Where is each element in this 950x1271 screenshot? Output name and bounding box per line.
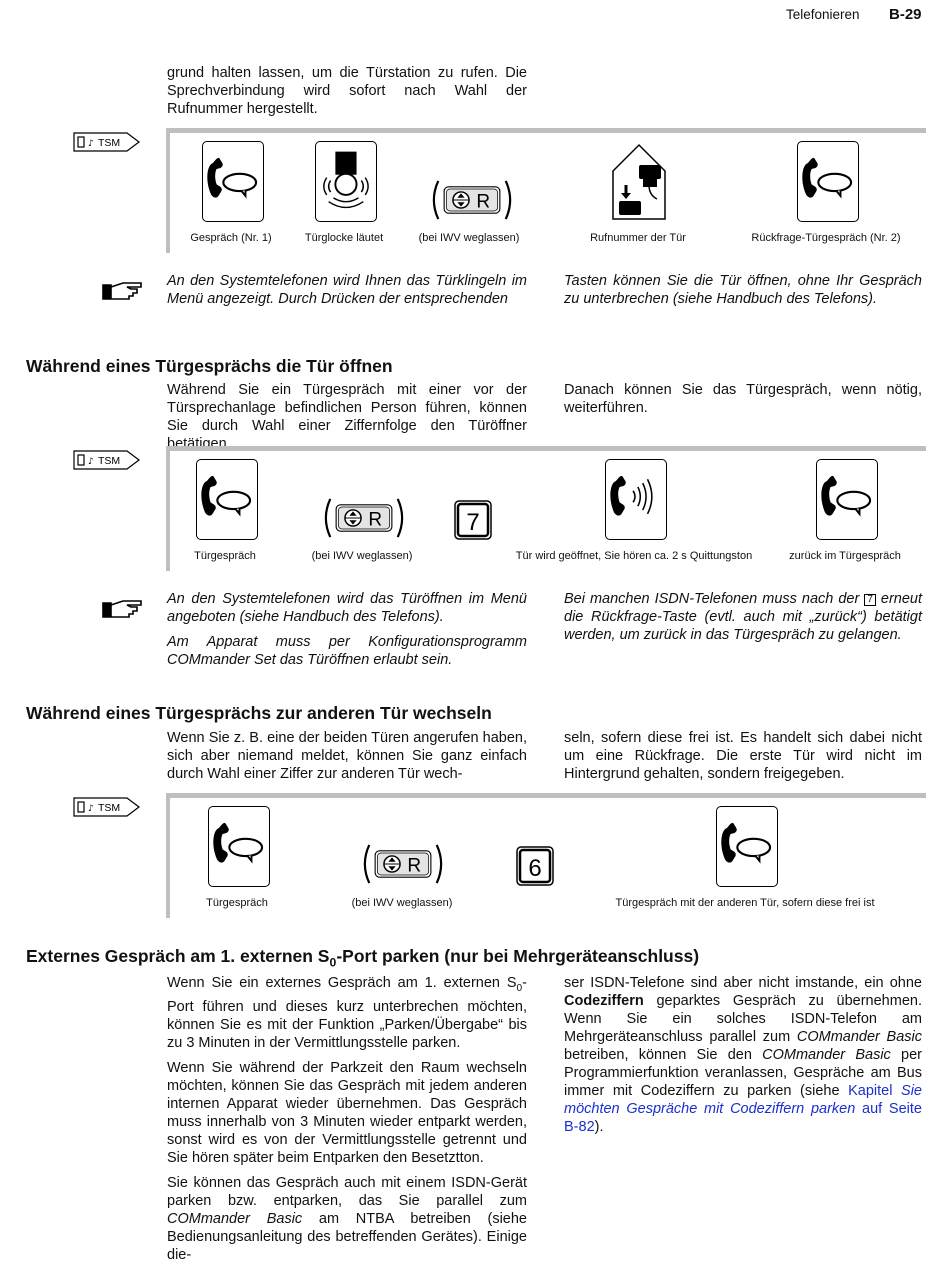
caption: Tür wird geöffnet, Sie hören ca. 2 s Quittungston (515, 550, 753, 562)
caption: Rückfrage-Türgespräch (Nr. 2) (751, 232, 901, 244)
note-2-right-b: erneut die Rückfrage-Taste (evtl. auch mit „zurück“) betätigt werden, um zurück in das Türgespräch zu gelangen. (564, 591, 923, 643)
r-key (320, 488, 408, 548)
phone-card-call-1 (202, 141, 264, 222)
phone-card-ringing (605, 459, 667, 540)
phone-card-other-door (716, 806, 778, 887)
tsm-label: TSM (98, 137, 121, 149)
tsm-tag (73, 797, 141, 822)
note-2-left-p2: Am Apparat muss per Konfigurationsprogramm COMmander Set das Türöffnen erlaubt sein. (167, 634, 527, 668)
chapter-link[interactable]: Kapitel Sie möchten Gespräche mit Codeziffern parken auf Seite B-82 (564, 1083, 922, 1135)
section-1-left: Während Sie ein Türgespräch mit einer vor der Türsprechanlage befindlichen Person führen, können Sie durch Wahl einer Ziffernfolge den Türöffner betätigen. (167, 382, 527, 452)
note-1-left: An den Systemtelefonen wird Ihnen das Türklingeln im Menü angezeigt. Durch Drücken der entsprechenden (167, 273, 527, 307)
inline-key-7: 7 (864, 594, 876, 606)
note-hand-icon (101, 597, 143, 626)
tsm-tag (73, 450, 141, 475)
r-key (428, 170, 516, 230)
house-phone-icon (609, 141, 669, 221)
digit-label: 6 (528, 855, 542, 882)
handset-icon (798, 142, 856, 219)
note-2-right-a: Bei manchen ISDN-Telefonen muss nach der (564, 591, 860, 607)
caption: (bei IWV weglassen) (418, 232, 520, 244)
digit-key-icon (454, 500, 492, 540)
handset-icon (197, 460, 255, 537)
r-key-label: R (476, 191, 491, 213)
caption: Türglocke läutet (304, 232, 384, 244)
tsm-tag-icon (73, 797, 141, 817)
r-key-icon (428, 170, 516, 230)
r-key (359, 834, 447, 894)
caption: Türgespräch mit der anderen Tür, sofern diese frei ist (615, 897, 875, 909)
caption: Rufnummer der Tür (590, 232, 686, 244)
section-heading (26, 946, 699, 970)
handset-icon (817, 460, 875, 537)
note-2-right (564, 590, 922, 644)
note-2-left (167, 590, 527, 676)
digit-label: 7 (466, 509, 480, 536)
digit-key-6 (516, 846, 554, 886)
section-3-p3: Sie können das Gespräch auch mit einem ISDN-Gerät parken bzw. entparken, das Sie parallel zum COMmander Basic am NTBA betreiben (siehe Bedienungsanleitung des betreffenden Gerätes). Einige die- (167, 1174, 528, 1263)
r-key-icon (359, 834, 447, 894)
caption: Türgespräch (206, 897, 268, 909)
section-3-title-b: -Port parken (nur bei Mehrgeräteanschluss) (336, 946, 700, 966)
section-2-right: seln, sofern diese frei ist. Es handelt sich dabei nicht um eine Rückfrage. Die erste Tür wird nicht im Hintergrund gehalten, sondern freigegeben. (564, 730, 922, 782)
section-3-title-a: Externes Gespräch am 1. externen S (26, 946, 330, 966)
tsm-label: TSM (98, 455, 121, 467)
tsm-label: TSM (98, 802, 121, 814)
phone-card-door-call (196, 459, 258, 540)
r-key-label: R (407, 855, 422, 877)
note-hand-icon (101, 279, 143, 308)
header-section-title: Telefonieren (786, 7, 860, 22)
section-heading: Während eines Türgesprächs zur anderen Tür wechseln (26, 703, 492, 723)
phone-card-back (816, 459, 878, 540)
handset-icon (717, 807, 775, 884)
note-1-right: Tasten können Sie die Tür öffnen, ohne Ihr Gespräch zu unterbrechen (siehe Handbuch des Telefons). (564, 273, 922, 307)
doorbell-icon (316, 142, 374, 219)
r-key-label: R (368, 509, 383, 531)
tsm-tag-icon (73, 450, 141, 470)
section-3-p2: Wenn Sie während der Parkzeit den Raum wechseln möchten, können Sie das Gespräch mit jedem anderen internen Apparat wieder übernehmen. Das Gespräch muss innerhalb von 3 Minuten wieder entparkt werden, sonst wird es von der Vermittlungsstelle getrennt und Sie hören später beim Entparken den Besetztton. (167, 1059, 527, 1166)
digit-key-7 (454, 500, 492, 540)
phone-card-door-call (208, 806, 270, 887)
digit-key-icon (516, 846, 554, 886)
caption: (bei IWV weglassen) (311, 550, 413, 562)
caption: zurück im Türgespräch (789, 550, 901, 562)
section-3-right: ser ISDN-Telefone sind aber nicht imstande, ein ohne Codeziffern geparktes Gespräch zu übernehmen. Wenn Sie ein solches ISDN-Telefon am Mehrgeräteanschluss parallel zum COMmander Basic betreiben, können Sie den COMmander Basic per Programmierfunktion veranlassen, Gespräche am Bus immer mit Codeziffern zu parken (siehe Kapitel Sie möchten Gespräche mit Codeziffern parken auf Seite B-82). (564, 975, 923, 1135)
section-3-p1: Wenn Sie ein externes Gespräch am 1. externen $S_0$-Port führen und dieses kurz unterbrechen möchten, können Sie es mit der Funktion „Parken/Übergabe“ bis zu 3 Minuten in der Vermittlungsstelle parken. (167, 975, 527, 1051)
r-key-icon (320, 488, 408, 548)
section-3-title-sub: 0 (329, 955, 337, 970)
caption: (bei IWV weglassen) (351, 897, 453, 909)
section-1-right: Danach können Sie das Türgespräch, wenn nötig, weiterführen. (564, 382, 922, 416)
phone-card-call-2 (797, 141, 859, 222)
note-2-left-p1: An den Systemtelefonen wird das Türöffnen im Menü angeboten (siehe Handbuch des Telefons). (167, 591, 527, 625)
section-heading: Während eines Türgesprächs die Tür öffnen (26, 356, 393, 376)
tsm-tag (73, 132, 141, 157)
handset-icon (203, 142, 261, 219)
section-3-left (167, 974, 527, 1271)
caption: Gespräch (Nr. 1) (190, 232, 272, 244)
doorbell-card (315, 141, 377, 222)
svg-text:♪: ♪ (88, 139, 94, 149)
handset-icon (209, 807, 267, 884)
ringing-handset-icon (606, 460, 664, 537)
intro-paragraph: grund halten lassen, um die Türstation zu rufen. Die Sprechverbindung wird sofort nach Wahl der Rufnummer hergestellt. (167, 65, 527, 117)
tsm-tag-icon (73, 132, 141, 152)
section-2-left: Wenn Sie z. B. eine der beiden Türen angerufen haben, sich aber niemand meldet, können Sie ganz einfach durch Wahl einer Ziffer zur anderen Tür wech- (167, 730, 527, 782)
header-page-number: B-29 (889, 6, 922, 23)
house-card (609, 141, 669, 220)
svg-text:♪: ♪ (88, 457, 94, 467)
svg-text:♪: ♪ (88, 804, 94, 814)
caption: Türgespräch (194, 550, 256, 562)
